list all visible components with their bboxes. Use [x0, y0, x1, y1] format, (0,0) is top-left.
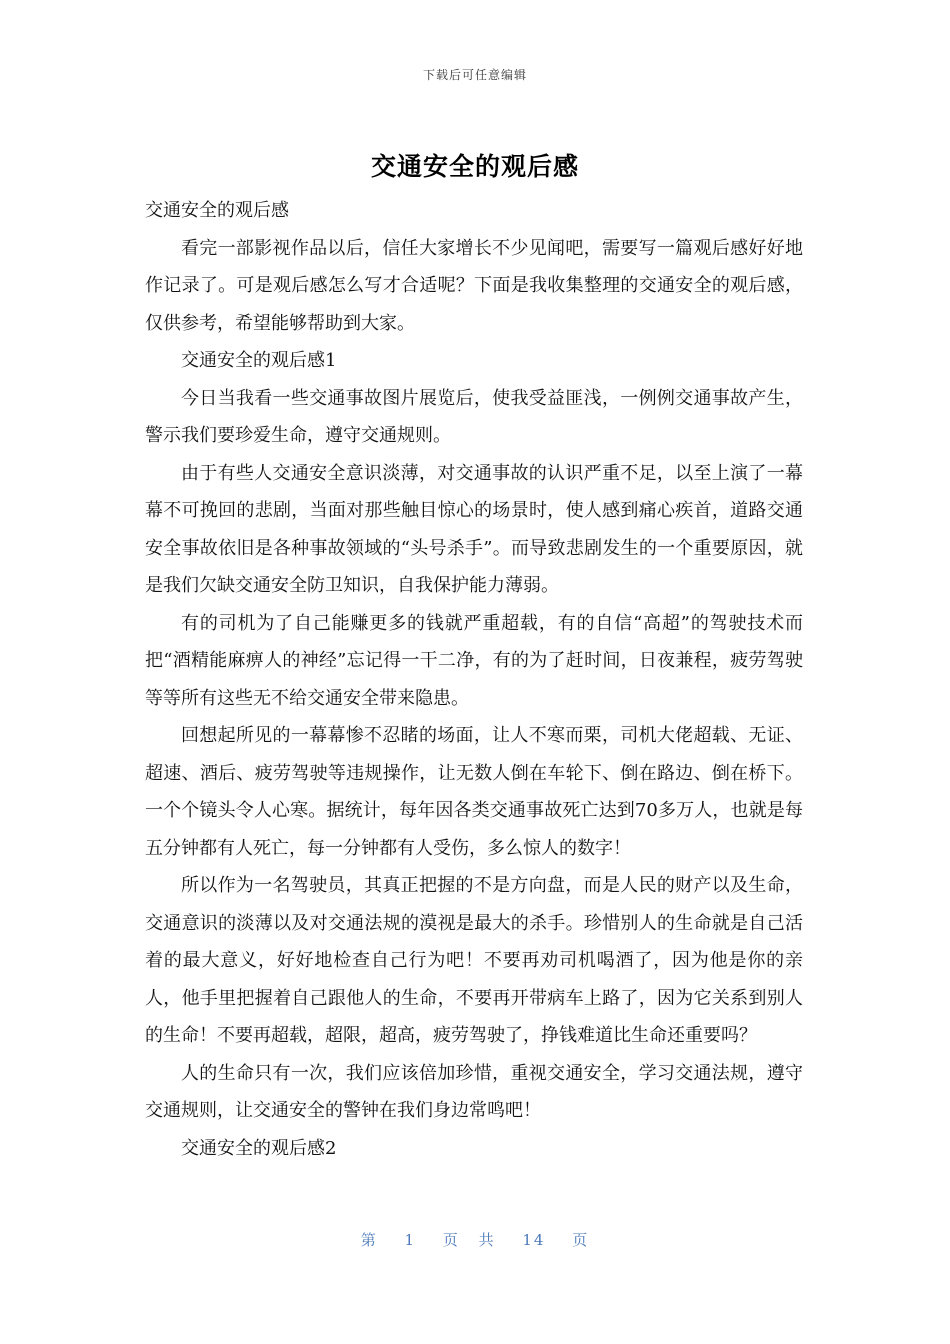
current-page-number: 1 [404, 1231, 417, 1249]
paragraph: 今日当我看一些交通事故图片展览后，使我受益匪浅，一例例交通事故产生，警示我们要珍爱生命，遵守交通规则。 [145, 387, 803, 446]
footer-prefix: 第 [360, 1231, 378, 1249]
footer-middle: 页 共 [442, 1231, 496, 1249]
paragraph: 回想起所见的一幕幕惨不忍睹的场面，让人不寒而栗，司机大佬超载、无证、超速、酒后、疲劳驾驶等违规操作，让无数人倒在车轮下、倒在路边、倒在桥下。一个个镜头令人心寒。据统计，每年因各类交通事故死亡达到70多万人，也就是每五分钟都有人死亡，每一分钟都有人受伤，多么惊人的数字！ [145, 725, 803, 859]
paragraph: 人的生命只有一次，我们应该倍加珍惜，重视交通安全，学习交通法规，遵守交通规则，让交通安全的警钟在我们身边常鸣吧！ [145, 1062, 803, 1121]
paragraph: 由于有些人交通安全意识淡薄，对交通事故的认识严重不足，以至上演了一幕幕不可挽回的悲剧，当面对那些触目惊心的场景时，使人感到痛心疾首，道路交通安全事故依旧是各种事故领域的“头号杀手”。而导致悲剧发生的一个重要原因，就是我们欠缺交通安全防卫知识，自我保护能力薄弱。 [145, 462, 803, 596]
paragraph: 看完一部影视作品以后，信任大家增长不少见闻吧，需要写一篇观后感好好地作记录了。可是观后感怎么写才合适呢？下面是我收集整理的交通安全的观后感，仅供参考，希望能够帮助到大家。 [145, 237, 803, 334]
document-body [145, 192, 803, 1167]
section-heading: 交通安全的观后感2 [181, 1137, 337, 1159]
paragraph: 所以作为一名驾驶员，其真正把握的不是方向盘，而是人民的财产以及生命，交通意识的淡薄以及对交通法规的漠视是最大的杀手。珍惜别人的生命就是自己活着的最大意义，好好地检查自己行为吧！不要再劝司机喝酒了，因为他是你的亲人，他手里把握着自己跟他人的生命，不要再开带病车上路了，因为它关系到别人的生命！不要再超载，超限，超高，疲劳驾驶了，挣钱难道比生命还重要吗？ [145, 875, 803, 1046]
section-heading: 交通安全的观后感1 [181, 350, 337, 371]
intro-heading: 交通安全的观后感 [145, 200, 289, 221]
paragraph: 有的司机为了自己能赚更多的钱就严重超载，有的自信“高超”的驾驶技术而把“酒精能麻痹人的神经”忘记得一干二净，有的为了赶时间，日夜兼程，疲劳驾驶等等所有这些无不给交通安全带来隐患。 [145, 612, 803, 709]
header-note: 下载后可任意编辑 [422, 68, 527, 82]
document-title: 交通安全的观后感 [370, 152, 579, 181]
page-footer [0, 1229, 950, 1250]
total-pages-number: 14 [522, 1231, 546, 1249]
footer-suffix: 页 [572, 1231, 590, 1249]
